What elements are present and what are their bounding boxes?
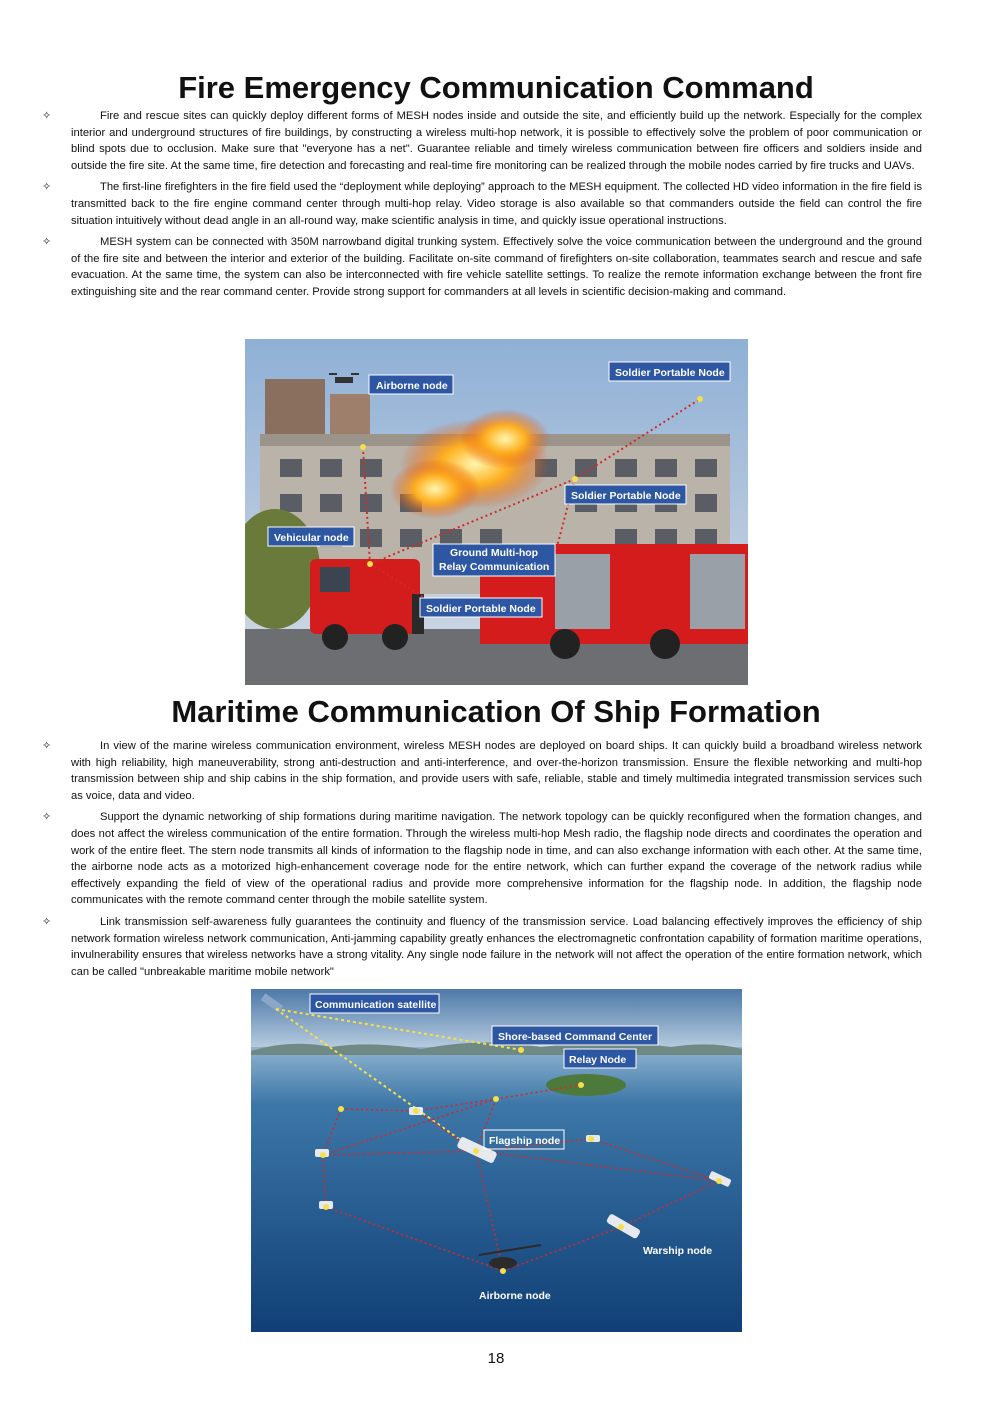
four-pointed-star-icon: ✧ <box>42 811 52 824</box>
maritime-paragraph-3: ✧ Link transmission self-awareness fully guarantees the continuity and fluency of the transmission service. Load balancing effectively improves the efficiency of ship network formation wireless network communication, Anti-jamming capability greatly enhances the electromagnetic confrontation capability of formation maritime operations, invulnerability ensures that wireless networks have a strong vitality. Any single node failure in the network will not affect the operation of the entire formation network, which can be called "unbreakable maritime mobile network" <box>42 915 922 978</box>
four-pointed-star-icon: ✧ <box>42 915 52 928</box>
svg-text:Soldier Portable Node: Soldier Portable Node <box>615 367 725 379</box>
maritime-label-warship <box>643 1245 712 1257</box>
maritime-paragraph-2: ✧ Support the dynamic networking of ship formations during maritime navigation. The network topology can be quickly reconfigured when the formation changes, and does not affect the wireless communication of the entire formation. Through the wireless multi-hop Mesh radio, the flagship node directs and coordinates the operation and work of the entire fleet. The stern node transmits all kinds of information to the flagship node in time, and can also exchange information with each other. At the same time, the airborne node acts as a motorized high-enhancement coverage node for the entire network, which can further expand the coverage of the network radius while effectively expanding the field of view of the operational radius and provide more comprehensive information for the flagship node. In addition, the flagship node communicates with the remote command center through the mobile satellite system. <box>42 811 922 907</box>
svg-text:Ground Multi-hop: Ground Multi-hop <box>450 547 539 559</box>
fire-paragraph-2: ✧ The first-line firefighters in the fire field used the “deployment while deploying” approach to the MESH equipment. The collected HD video information in the fire field is transmitted back to the fire engine command center through multi-hop relay. Video storage is also available so that commanders outside the field can control the fire situation intuitively without dead angle in an all-round way, make scientific analysis in time, and quickly issue operational instructions. <box>42 181 922 227</box>
fire-label-soldier-mid <box>565 485 686 504</box>
fire-label-soldier-bottom <box>420 598 542 617</box>
fire-label-ground-relay <box>433 544 555 576</box>
maritime-label-airborne <box>479 1290 551 1302</box>
svg-text:Relay Communication: Relay Communication <box>439 561 550 573</box>
svg-text:Warship node: Warship node <box>643 1245 713 1257</box>
page-number: 18 <box>487 1350 505 1367</box>
maritime-section-title: Maritime Communication Of Ship Formation <box>171 694 821 729</box>
four-pointed-star-icon: ✧ <box>42 236 52 249</box>
svg-text:Soldier Portable Node: Soldier Portable Node <box>571 490 681 502</box>
ship-formation-image <box>251 989 742 1332</box>
maritime-paragraph-1: ✧ In view of the marine wireless communication environment, wireless MESH nodes are deployed on board ships. It can quickly build a broadband wireless network with high reliability, high maneuverability, strong anti-destruction and anti-interference, and over-the-horizon transmission. Ensure the flexible networking and multi-hop transmission between ship and ship cabins in the ship formation, and provide users with safe, reliable, stable and timely multimedia integrated transmission services such as voice, data and video. <box>42 740 922 802</box>
fire-section-body <box>42 108 922 306</box>
svg-text:Vehicular node: Vehicular node <box>274 532 349 544</box>
fire-section-title: Fire Emergency Communication Command <box>178 70 814 105</box>
svg-text:Relay Node: Relay Node <box>569 1054 627 1066</box>
fire-scene-image <box>245 339 748 685</box>
svg-text:Communication satellite: Communication satellite <box>315 999 437 1011</box>
svg-text:Soldier Portable Node: Soldier Portable Node <box>426 603 536 615</box>
four-pointed-star-icon: ✧ <box>42 181 52 194</box>
fire-label-airborne <box>369 375 453 394</box>
fire-label-vehicular <box>268 527 354 546</box>
svg-text:Flagship node: Flagship node <box>489 1135 561 1147</box>
svg-text:Shore-based Command Center: Shore-based Command Center <box>498 1031 653 1043</box>
fire-paragraph-3: ✧ MESH system can be connected with 350M narrowband digital trunking system. Effectively solve the voice communication between the underground and the ground of the fire site and between the interior and exterior of the building. Facilitate on-site command of firefighters on-site collaboration, teammates search and rescue and safe evacuation. At the same time, the system can also be interconnected with fire vehicle satellite settings. To realize the remote information exchange between the front fire extinguishing site and the rear command center. Provide strong support for commanders at all levels in scientific decision-making and command. <box>42 236 922 298</box>
maritime-label-flagship <box>484 1130 564 1149</box>
maritime-label-shore <box>492 1026 658 1045</box>
maritime-section-body <box>42 738 922 985</box>
svg-text:Airborne node: Airborne node <box>376 380 448 392</box>
four-pointed-star-icon: ✧ <box>42 740 52 752</box>
four-pointed-star-icon: ✧ <box>42 110 52 122</box>
svg-text:Airborne node: Airborne node <box>479 1290 551 1302</box>
fire-paragraph-1: ✧ Fire and rescue sites can quickly deploy different forms of MESH nodes inside and outside the site, and efficiently build up the network. Especially for the complex interior and underground structures of fire buildings, by constructing a wireless multi-hop network, it is possible to effectively solve the problem of poor communication or blind spots due to occlusion. Make sure that "everyone has a net". Guarantee reliable and timely wireless communication between fire officers and soldiers inside and outside the fire site. At the same time, fire detection and forecasting and real-time fire monitoring can be realized through the mobile nodes carried by fire trucks and UAVs. <box>42 110 922 172</box>
maritime-label-relay <box>564 1049 636 1068</box>
fire-label-soldier-top <box>609 362 730 381</box>
maritime-label-satellite <box>310 994 439 1013</box>
